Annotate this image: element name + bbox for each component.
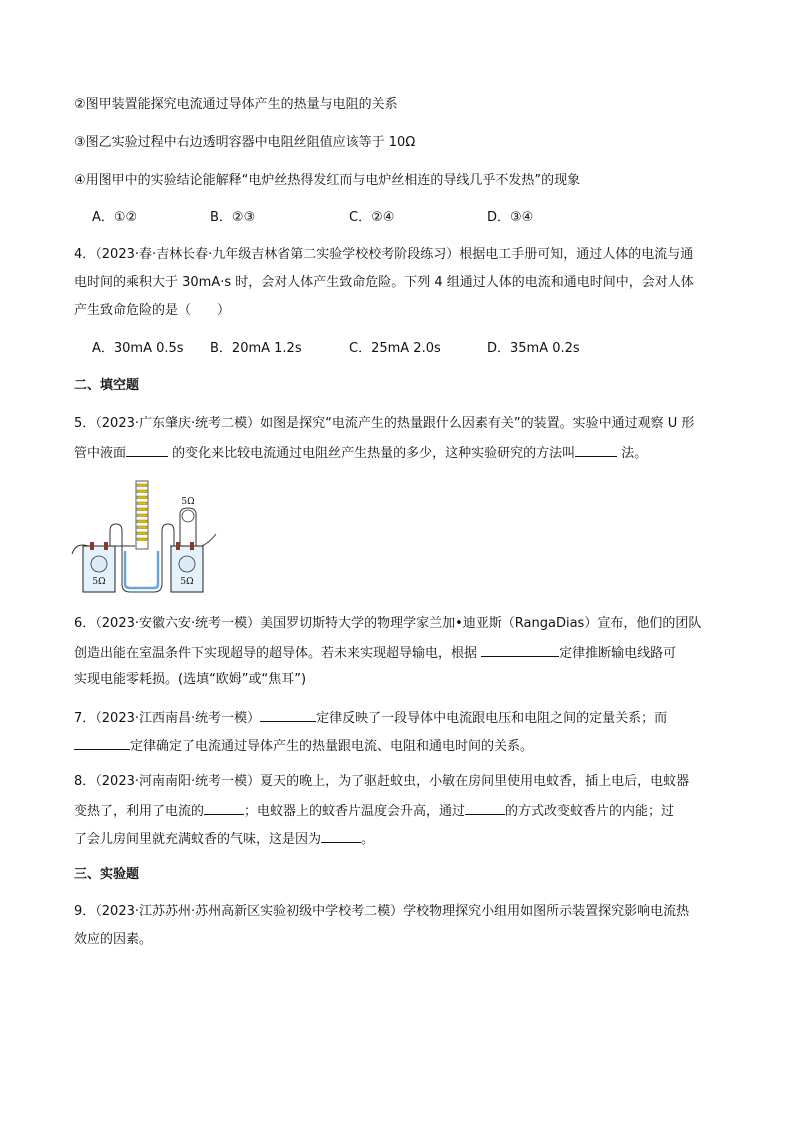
q5-text-c: 法。 <box>617 446 648 461</box>
q9-line-1: 9．（2023·江苏苏州·苏州高新区实验初级中学校考二模）学校物理探究小组用如图所示装置探究影响电流热 <box>74 904 690 919</box>
q5-blank-1[interactable] <box>126 442 168 457</box>
q8-text-e: 。 <box>361 832 375 847</box>
q8-text-d: 了会儿房间里就充满蚊香的气味，这是因为 <box>74 832 322 847</box>
parallel-resistor-label: 5Ω <box>181 497 195 507</box>
q7-line-2 <box>74 735 724 757</box>
left-resistor-label: 5Ω <box>92 577 106 587</box>
right-resistor-label: 5Ω <box>180 577 194 587</box>
q5-blank-2[interactable] <box>575 442 617 457</box>
q6-text-b: 定律推断输电线路可 <box>559 646 677 661</box>
q4-option-b: B．20mA 1.2s <box>210 341 302 356</box>
q6-line-3: 实现电能零耗损。(选填“欧姆”或“焦耳”) <box>74 672 307 687</box>
q4-line-3: 产生致命危险的是（ ） <box>74 303 231 318</box>
q6-blank[interactable] <box>481 642 559 657</box>
q3-option-c: C．②④ <box>349 210 395 225</box>
q7-blank-1[interactable] <box>260 707 316 722</box>
q6-line-1: 6．（2023·安徽六安·统考一模）美国罗切斯特大学的物理学家兰加•迪亚斯（RangaDias）宣布，他们的团队 <box>74 616 702 631</box>
q7-text-c: 定律确定了电流通过导体产生的热量跟电流、电阻和通电时间的关系。 <box>130 739 534 754</box>
q8-line-1: 8．（2023·河南南阳·统考一模）夏天的晚上，为了驱赶蚊虫，小敏在房间里使用电蚊香，插上电后，电蚊器 <box>74 774 690 789</box>
q4-line-2: 电时间的乘积大于 30mA·s 时，会对人体产生致命危险。下列 4 组通过人体的电流和通电时间中，会对人体 <box>74 275 694 290</box>
q7-text-b: 定律反映了一段导体中电流跟电压和电阻之间的定量关系；而 <box>316 711 668 726</box>
q5-text-b: 的变化来比较电流通过电阻丝产生热量的多少，这种实验研究的方法叫 <box>168 446 576 461</box>
q4-option-a: A．30mA 0.5s <box>92 341 184 356</box>
q8-line-2 <box>74 800 724 822</box>
q8-text-a: 变热了，利用了电流的 <box>74 804 205 819</box>
q8-line-3 <box>74 828 724 850</box>
q4-line-1: 4．（2023·春·吉林长春·九年级吉林省第二实验学校校考阶段练习）根据电工手册可知，通过人体的电流与通 <box>74 247 694 262</box>
q3-option-d: D．③④ <box>487 210 534 225</box>
u-tube-apparatus-figure <box>70 476 220 596</box>
q3-option-b: B．②③ <box>210 210 256 225</box>
section-heading-experiment: 三、实验题 <box>74 867 140 882</box>
q8-blank-3[interactable] <box>321 828 361 843</box>
q4-option-c: C．25mA 2.0s <box>349 341 441 356</box>
q3-statement-4: ④用图甲中的实验结论能解释“电炉丝热得发红而与电炉丝相连的导线几乎不发热”的现象 <box>74 173 581 188</box>
q5-line-1: 5．（2023·广东肇庆·统考二模）如图是探究“电流产生的热量跟什么因素有关”的装置。实验中通过观察 U 形 <box>74 416 695 431</box>
q3-option-a: A．①② <box>92 210 138 225</box>
q5-text-a: 管中液面 <box>74 446 127 461</box>
section-heading-fill-in: 二、填空题 <box>74 378 140 393</box>
q5-line-2 <box>74 442 724 464</box>
q3-statement-2: ②图甲装置能探究电流通过导体产生的热量与电阻的关系 <box>74 97 398 112</box>
q7-text-a: 7．（2023·江西南昌·统考一模） <box>74 711 261 726</box>
q8-blank-1[interactable] <box>204 800 244 815</box>
q4-option-d: D．35mA 0.2s <box>487 341 580 356</box>
q7-line-1 <box>74 707 724 729</box>
q6-line-2 <box>74 642 724 664</box>
q6-text-a: 创造出能在室温条件下实现超导的超导体。若未来实现超导输电，根据 <box>74 646 482 661</box>
q8-text-c: 的方式改变蚊香片的内能；过 <box>505 804 675 819</box>
q9-line-2: 效应的因素。 <box>74 932 153 947</box>
q7-blank-2[interactable] <box>74 735 130 750</box>
q8-text-b: ；电蚊器上的蚊香片温度会升高，通过 <box>244 804 466 819</box>
q3-statement-3: ③图乙实验过程中右边透明容器中电阻丝阻值应该等于 10Ω <box>74 135 416 150</box>
q8-blank-2[interactable] <box>465 800 505 815</box>
